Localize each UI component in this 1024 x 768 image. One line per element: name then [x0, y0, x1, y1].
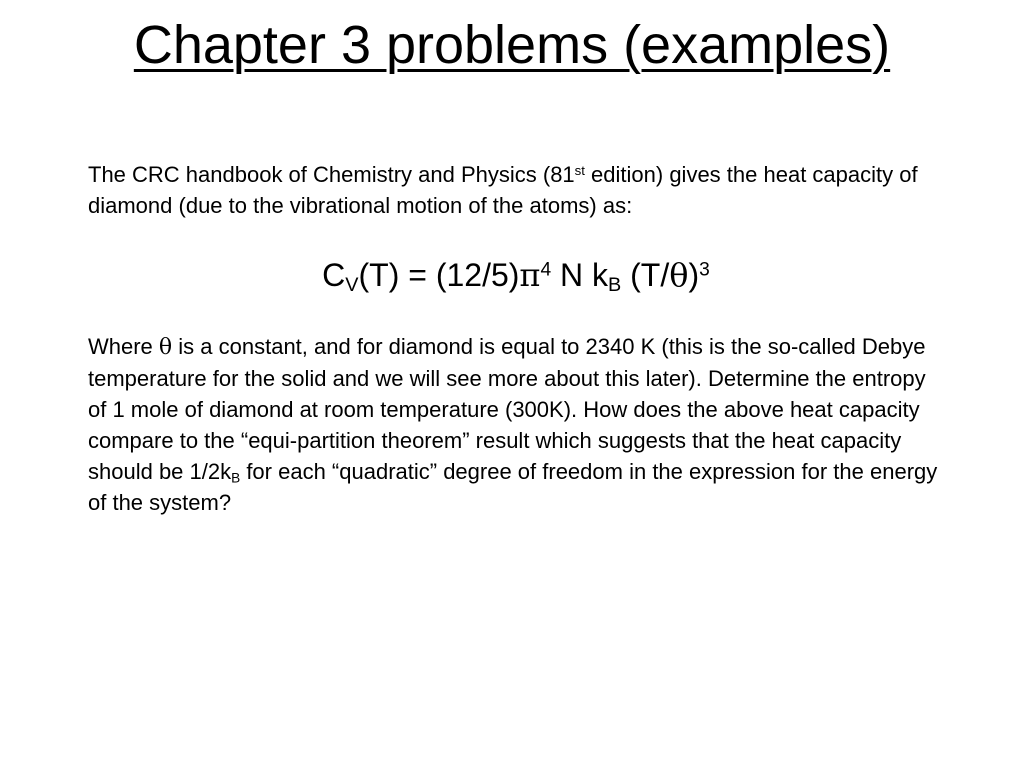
intro-text-b: edition) gives the heat capacity of diamond (due to the vibrational motion of the atoms) as: — [88, 162, 918, 218]
eq-pi-symbol: π — [519, 256, 541, 294]
question-paragraph — [88, 331, 938, 518]
question-theta-symbol: θ — [158, 335, 173, 360]
eq-part-4: ) — [688, 257, 700, 293]
intro-text-a: The CRC handbook of Chemistry and Physics (81 — [88, 162, 575, 187]
eq-theta-symbol: θ — [669, 256, 689, 294]
eq-part-3: (T/ — [621, 257, 670, 293]
ordinal-suffix: st — [574, 162, 585, 178]
intro-paragraph — [88, 159, 938, 221]
question-text-c: for each “quadratic” degree of freedom in the expression for the energy of the system? — [88, 459, 938, 515]
question-text-b: is a constant, and for diamond is equal to 2340 K (this is the so-called Debye temperature for the solid and we will see more about this later). Determine the entropy of 1 mole of diamond at room temperature (300K). How does the above heat capacity compare to the “equi-partition theorem” result which suggests that the heat capacity should be 1/2k — [88, 334, 926, 484]
eq-sub-v: V — [345, 273, 359, 296]
eq-sup-4: 4 — [540, 259, 552, 281]
question-sub-b: B — [231, 470, 241, 486]
slide-title: Chapter 3 problems (examples) — [133, 15, 891, 75]
eq-sup-3: 3 — [699, 259, 710, 281]
eq-part-1: (T) = (12/5) — [358, 257, 520, 293]
eq-part-2: N k — [551, 257, 609, 293]
heat-capacity-equation — [0, 253, 1024, 297]
eq-c: C — [322, 257, 346, 293]
question-text-a: Where — [88, 334, 159, 359]
eq-sub-b: B — [608, 273, 622, 296]
